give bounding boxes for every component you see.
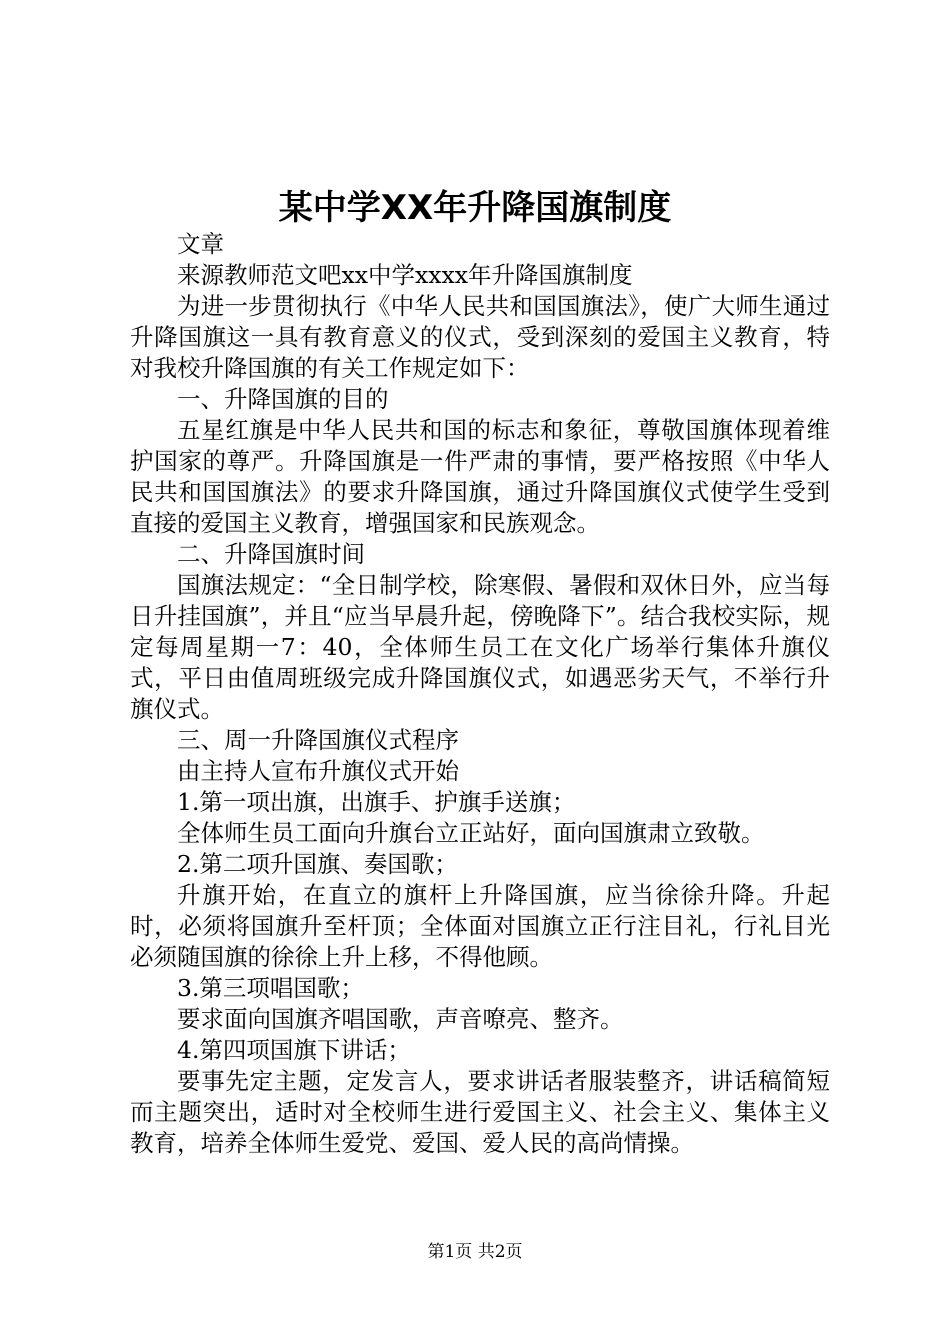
heading-section-2: 二、升降国旗时间 <box>177 540 365 568</box>
paragraph-article-label: 文章 <box>177 230 224 258</box>
paragraph-host-announce: 由主持人宣布升旗仪式开始 <box>177 757 459 785</box>
step-2-heading: 2.第二项升国旗、奏国歌； <box>177 850 458 878</box>
paragraph-purpose: 五星红旗是中华人民共和国的标志和象征，尊敬国旗体现着维护国家的尊严。升降国旗是一件严肃的事情，要严格按照《中华人民共和国国旗法》的要求升降国旗，通过升降国旗仪式使学生受到直接的爱国主义教育，增强国家和民族观念。 <box>130 416 830 537</box>
step-4-heading: 4.第四项国旗下讲话； <box>177 1036 411 1064</box>
step-1-detail: 全体师生员工面向升旗台立正站好，面向国旗肃立致敬。 <box>177 819 765 847</box>
page-number-footer: 第1页 共2页 <box>427 1242 523 1262</box>
step-3-heading: 3.第三项唱国歌； <box>177 974 364 1002</box>
document-title: 某中学XX年升降国旗制度 <box>278 188 672 228</box>
heading-section-1: 一、升降国旗的目的 <box>177 385 389 413</box>
paragraph-time: 国旗法规定：“全日制学校，除寒假、暑假和双休日外，应当每日升挂国旗”，并且“应当早晨升起，傍晚降下”。结合我校实际，规定每周星期一7：40，全体师生员工在文化广场举行集体升旗仪式，平日由值周班级完成升降国旗仪式，如遇恶劣天气，不举行升旗仪式。 <box>130 571 830 723</box>
paragraph-intro: 为进一步贯彻执行《中华人民共和国国旗法》，使广大师生通过升降国旗这一具有教育意义的仪式，受到深刻的爱国主义教育，特对我校升降国旗的有关工作规定如下： <box>130 292 830 382</box>
step-2-detail: 升旗开始，在直立的旗杆上升降国旗，应当徐徐升降。升起时，必须将国旗升至杆顶；全体面对国旗立正行注目礼，行礼目光必须随国旗的徐徐上升上移，不得他顾。 <box>130 881 830 971</box>
step-4-detail: 要事先定主题，定发言人，要求讲话者服装整齐，讲话稿简短而主题突出，适时对全校师生进行爱国主义、社会主义、集体主义教育，培养全体师生爱党、爱国、爱人民的高尚情操。 <box>130 1067 830 1157</box>
paragraph-source: 来源教师范文吧xx中学xxxx年升降国旗制度 <box>177 261 633 289</box>
document-body <box>130 229 830 1159</box>
step-3-detail: 要求面向国旗齐唱国歌，声音嘹亮、整齐。 <box>177 1005 624 1033</box>
heading-section-3: 三、周一升降国旗仪式程序 <box>177 726 459 754</box>
step-1-heading: 1.第一项出旗，出旗手、护旗手送旗； <box>177 788 576 816</box>
